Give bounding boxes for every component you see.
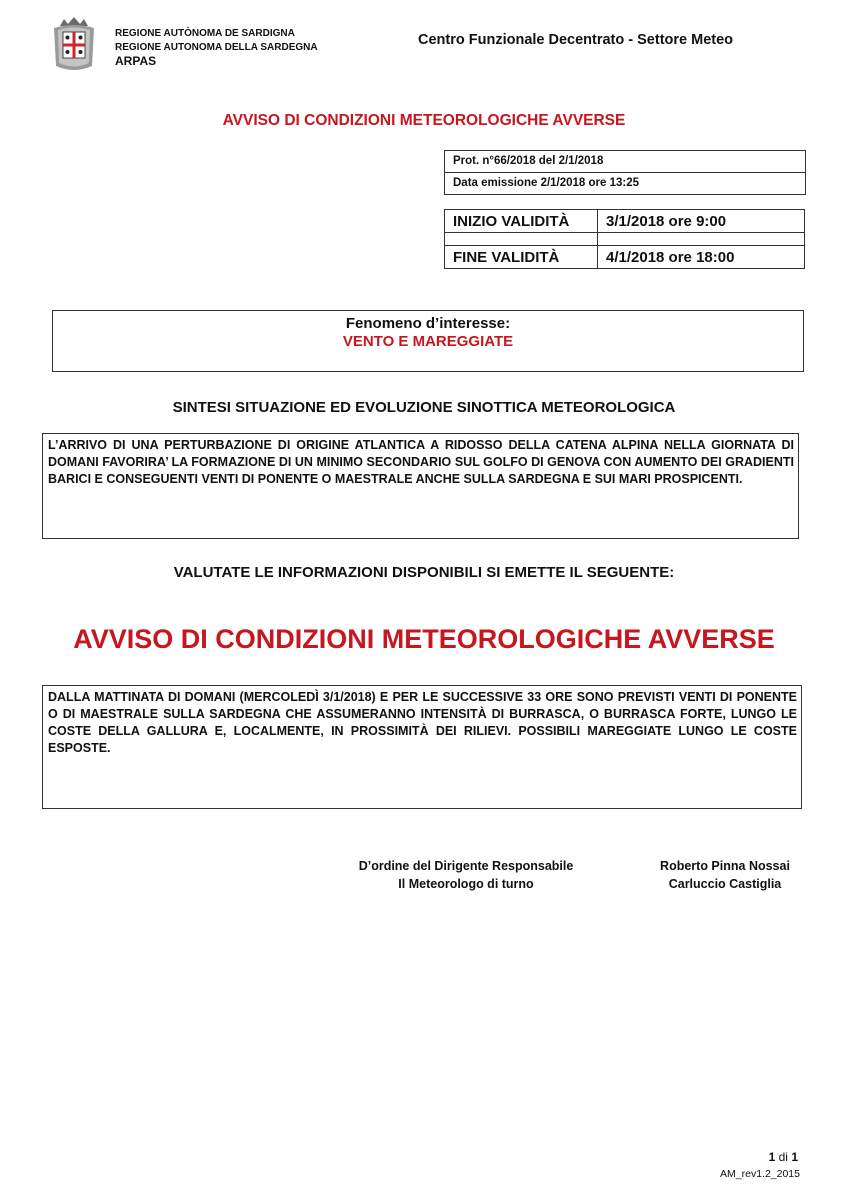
signature-role-1: D’ordine del Dirigente Responsabile bbox=[358, 859, 574, 873]
page-current: 1 bbox=[768, 1150, 776, 1164]
evaluation-heading: VALUTATE LE INFORMAZIONI DISPONIBILI SI EMETTE IL SEGUENTE: bbox=[173, 564, 675, 581]
validity-end-value: 4/1/2018 ore 18:00 bbox=[598, 246, 805, 269]
centre-name: Centro Funzionale Decentrato - Settore Meteo bbox=[418, 32, 734, 48]
synthesis-heading: SINTESI SITUAZIONE ED EVOLUZIONE SINOTTICA METEOROLOGICA bbox=[172, 399, 676, 416]
warning-title: AVVISO DI CONDIZIONI METEOROLOGICHE AVVERSE bbox=[73, 624, 775, 654]
validity-end-label: FINE VALIDITÀ bbox=[445, 246, 598, 269]
validity-start-value: 3/1/2018 ore 9:00 bbox=[598, 210, 805, 233]
synthesis-text: L’ARRIVO DI UNA PERTURBAZIONE DI ORIGINE ATLANTICA A RIDOSSO DELLA CATENA ALPINA NELLA GIORNATA DI DOMANI FAVORIRA’ LA FORMAZIONE DI UN MINIMO SECONDARIO SUL GOLFO DI GENOVA CON AUMENTO DEI GRADIENTI BARICI E CONSEGUENTI VENTI DI PONENTE O MAESTRALE ANCHE SULLA SARDEGNA E SUI MARI PROSPICENTI. bbox=[48, 438, 794, 486]
phenomenon-value: VENTO E MAREGGIATE bbox=[342, 333, 514, 350]
revision-code: AM_rev1.2_2015 bbox=[720, 1168, 800, 1180]
validity-table bbox=[444, 209, 805, 269]
protocol-box bbox=[444, 150, 806, 195]
emission-date: Data emissione 2/1/2018 ore 13:25 bbox=[445, 172, 805, 194]
signature-names bbox=[640, 857, 810, 893]
document-title: AVVISO DI CONDIZIONI METEOROLOGICHE AVVERSE bbox=[222, 112, 626, 129]
sardinia-coat-of-arms-icon bbox=[50, 16, 98, 74]
agency-name: ARPAS bbox=[115, 54, 157, 68]
page-number bbox=[700, 1150, 798, 1164]
validity-start-label: INIZIO VALIDITÀ bbox=[445, 210, 598, 233]
signature-name-2: Carluccio Castiglia bbox=[668, 877, 782, 891]
page-of: di bbox=[778, 1150, 788, 1164]
protocol-number: Prot. n°66/2018 del 2/1/2018 bbox=[453, 155, 604, 167]
signature-roles bbox=[340, 857, 592, 893]
signature-role-2: Il Meteorologo di turno bbox=[398, 877, 534, 891]
page-total: 1 bbox=[791, 1150, 798, 1164]
region-name-italian: REGIONE AUTONOMA DELLA SARDEGNA bbox=[115, 42, 318, 53]
phenomenon-box bbox=[52, 310, 804, 372]
phenomenon-label: Fenomeno d’interesse: bbox=[345, 315, 511, 332]
region-name-sardinian: REGIONE AUTÒNOMA DE SARDIGNA bbox=[115, 28, 295, 39]
signature-name-1: Roberto Pinna Nossai bbox=[660, 859, 790, 873]
validity-spacer-cell bbox=[445, 233, 598, 246]
warning-box bbox=[42, 685, 802, 809]
synthesis-box bbox=[42, 433, 799, 539]
warning-text: DALLA MATTINATA DI DOMANI (MERCOLEDÌ 3/1/2018) E PER LE SUCCESSIVE 33 ORE SONO PREVISTI VENTI DI PONENTE O DI MAESTRALE SULLA SARDEGNA CHE ASSUMERANNO INTENSITÀ DI BURRASCA, O BURRASCA FORTE, LUNGO LE COSTE DELLA GALLURA E, LOCALMENTE, IN PROSSIMITÀ DEI RILIEVI. POSSIBILI MAREGGIATE LUNGO LE COSTE ESPOSTE. bbox=[48, 690, 797, 755]
validity-spacer-cell bbox=[598, 233, 805, 246]
